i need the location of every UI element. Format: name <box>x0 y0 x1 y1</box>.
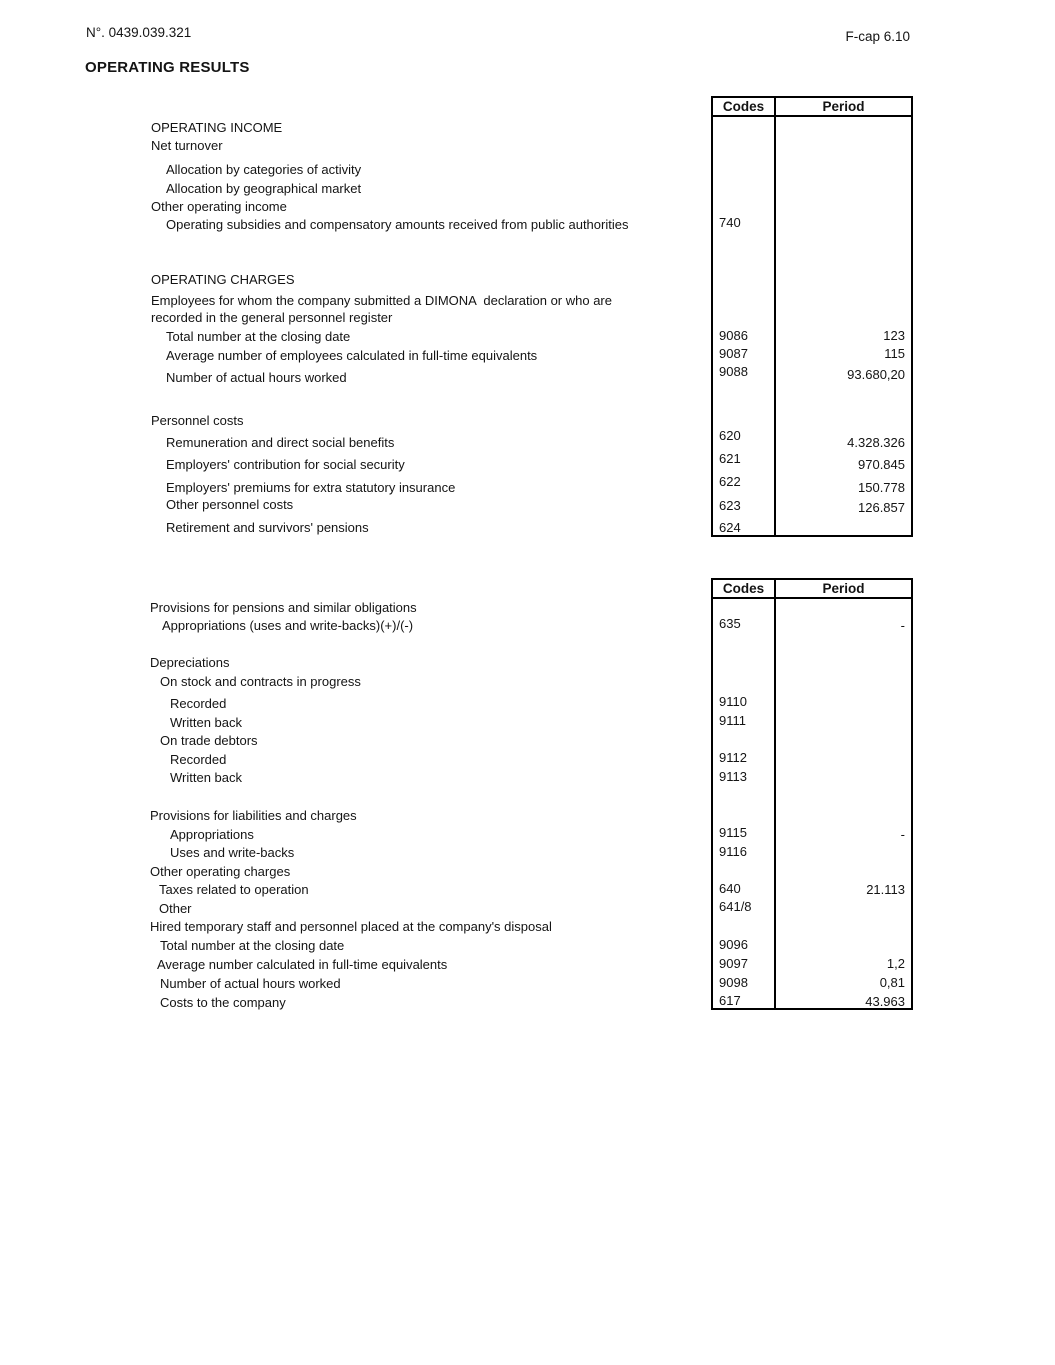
label-other-operating-income: Other operating income <box>151 199 287 214</box>
code-624: 624 <box>719 520 741 535</box>
value-623: 126.857 <box>858 500 905 515</box>
value-621: 970.845 <box>858 457 905 472</box>
code-9086: 9086 <box>719 328 748 343</box>
value-9086: 123 <box>883 328 905 343</box>
company-number: N°. 0439.039.321 <box>86 25 192 40</box>
label-personnel-costs: Personnel costs <box>151 413 244 428</box>
label-retirement-pensions: Retirement and survivors' pensions <box>166 520 369 535</box>
label-other-operating-charges: Other operating charges <box>150 864 291 879</box>
label-net-turnover: Net turnover <box>151 138 223 153</box>
codes-column-header: Codes <box>722 581 765 596</box>
codes-column-header: Codes <box>722 99 765 114</box>
label-on-trade-debtors: On trade debtors <box>160 733 258 748</box>
table-2-header-row <box>713 580 911 599</box>
label-on-stock-contracts: On stock and contracts in progress <box>160 674 361 689</box>
label-operating-charges: OPERATING CHARGES <box>151 272 295 287</box>
label-hours-worked: Number of actual hours worked <box>166 370 347 385</box>
label-total-number-closing-date-2: Total number at the closing date <box>160 938 345 953</box>
label-employers-premiums: Employers' premiums for extra statutory insurance <box>166 480 456 495</box>
label-other: Other <box>159 901 192 916</box>
label-employers-contribution: Employers' contribution for social security <box>166 457 405 472</box>
code-740: 740 <box>719 215 741 230</box>
code-9098: 9098 <box>719 975 748 990</box>
code-9110: 9110 <box>719 694 747 709</box>
code-621: 621 <box>719 451 741 466</box>
label-depreciations: Depreciations <box>150 655 230 670</box>
table-2-column-divider <box>774 580 776 1008</box>
code-9115: 9115 <box>719 825 747 840</box>
form-reference: F-cap 6.10 <box>845 29 910 44</box>
label-remuneration: Remuneration and direct social benefits <box>166 435 395 450</box>
label-hired-temporary-staff: Hired temporary staff and personnel placed at the company's disposal <box>150 919 552 934</box>
value-640: 21.113 <box>866 882 905 897</box>
code-9096: 9096 <box>719 937 748 952</box>
code-617: 617 <box>719 993 741 1008</box>
value-9087: 115 <box>884 346 905 361</box>
label-allocation-geographical: Allocation by geographical market <box>166 181 362 196</box>
code-9116: 9116 <box>719 844 747 859</box>
label-average-number-fte: Average number calculated in full-time equivalents <box>157 957 448 972</box>
page-title: OPERATING RESULTS <box>85 59 250 76</box>
value-620: 4.328.326 <box>847 435 905 450</box>
label-appropriations-writebacks: Appropriations (uses and write-backs)(+)/(-) <box>162 618 414 633</box>
code-641-8: 641/8 <box>719 899 752 914</box>
code-9111: 9111 <box>719 713 746 728</box>
value-622: 150.778 <box>858 480 905 495</box>
label-written-back-stock: Written back <box>170 715 243 730</box>
label-provisions-liabilities: Provisions for liabilities and charges <box>150 808 357 823</box>
label-taxes-operation: Taxes related to operation <box>159 882 309 897</box>
value-9098: 0,81 <box>879 975 905 990</box>
code-9097: 9097 <box>719 956 748 971</box>
label-uses-writebacks: Uses and write-backs <box>170 845 295 860</box>
period-column-header: Period <box>822 99 865 114</box>
label-appropriations: Appropriations <box>170 827 254 842</box>
label-total-number-closing-date: Total number at the closing date <box>166 329 351 344</box>
value-617: 43.963 <box>865 994 905 1009</box>
code-635: 635 <box>719 616 741 631</box>
label-average-number-employees: Average number of employees calculated in full-time equivalents <box>166 348 538 363</box>
code-9113: 9113 <box>719 769 747 784</box>
code-9088: 9088 <box>719 364 748 379</box>
label-costs-company: Costs to the company <box>160 995 286 1010</box>
value-9115: - <box>900 827 905 842</box>
label-recorded-debtors: Recorded <box>170 752 227 767</box>
label-allocation-categories: Allocation by categories of activity <box>166 162 362 177</box>
code-620: 620 <box>719 428 741 443</box>
table-1-header-row <box>713 98 911 117</box>
label-other-personnel-costs: Other personnel costs <box>166 497 294 512</box>
code-9112: 9112 <box>719 750 747 765</box>
label-employees-dimona-line2: recorded in the general personnel register <box>151 310 393 325</box>
label-provisions-pensions: Provisions for pensions and similar obligations <box>150 600 417 615</box>
period-column-header: Period <box>822 581 865 596</box>
value-9088: 93.680,20 <box>847 367 905 382</box>
label-operating-income: OPERATING INCOME <box>151 120 283 135</box>
code-9087: 9087 <box>719 346 748 361</box>
value-9097: 1,2 <box>886 956 905 971</box>
label-operating-subsidies: Operating subsidies and compensatory amounts received from public authorities <box>166 217 629 232</box>
value-635: - <box>900 618 905 633</box>
label-recorded-stock: Recorded <box>170 696 227 711</box>
label-employees-dimona-line1: Employees for whom the company submitted a DIMONA declaration or who are <box>151 293 612 308</box>
code-623: 623 <box>719 498 741 513</box>
code-640: 640 <box>719 881 741 896</box>
label-written-back-debtors: Written back <box>170 770 243 785</box>
code-622: 622 <box>719 474 741 489</box>
label-hours-worked-2: Number of actual hours worked <box>160 976 341 991</box>
